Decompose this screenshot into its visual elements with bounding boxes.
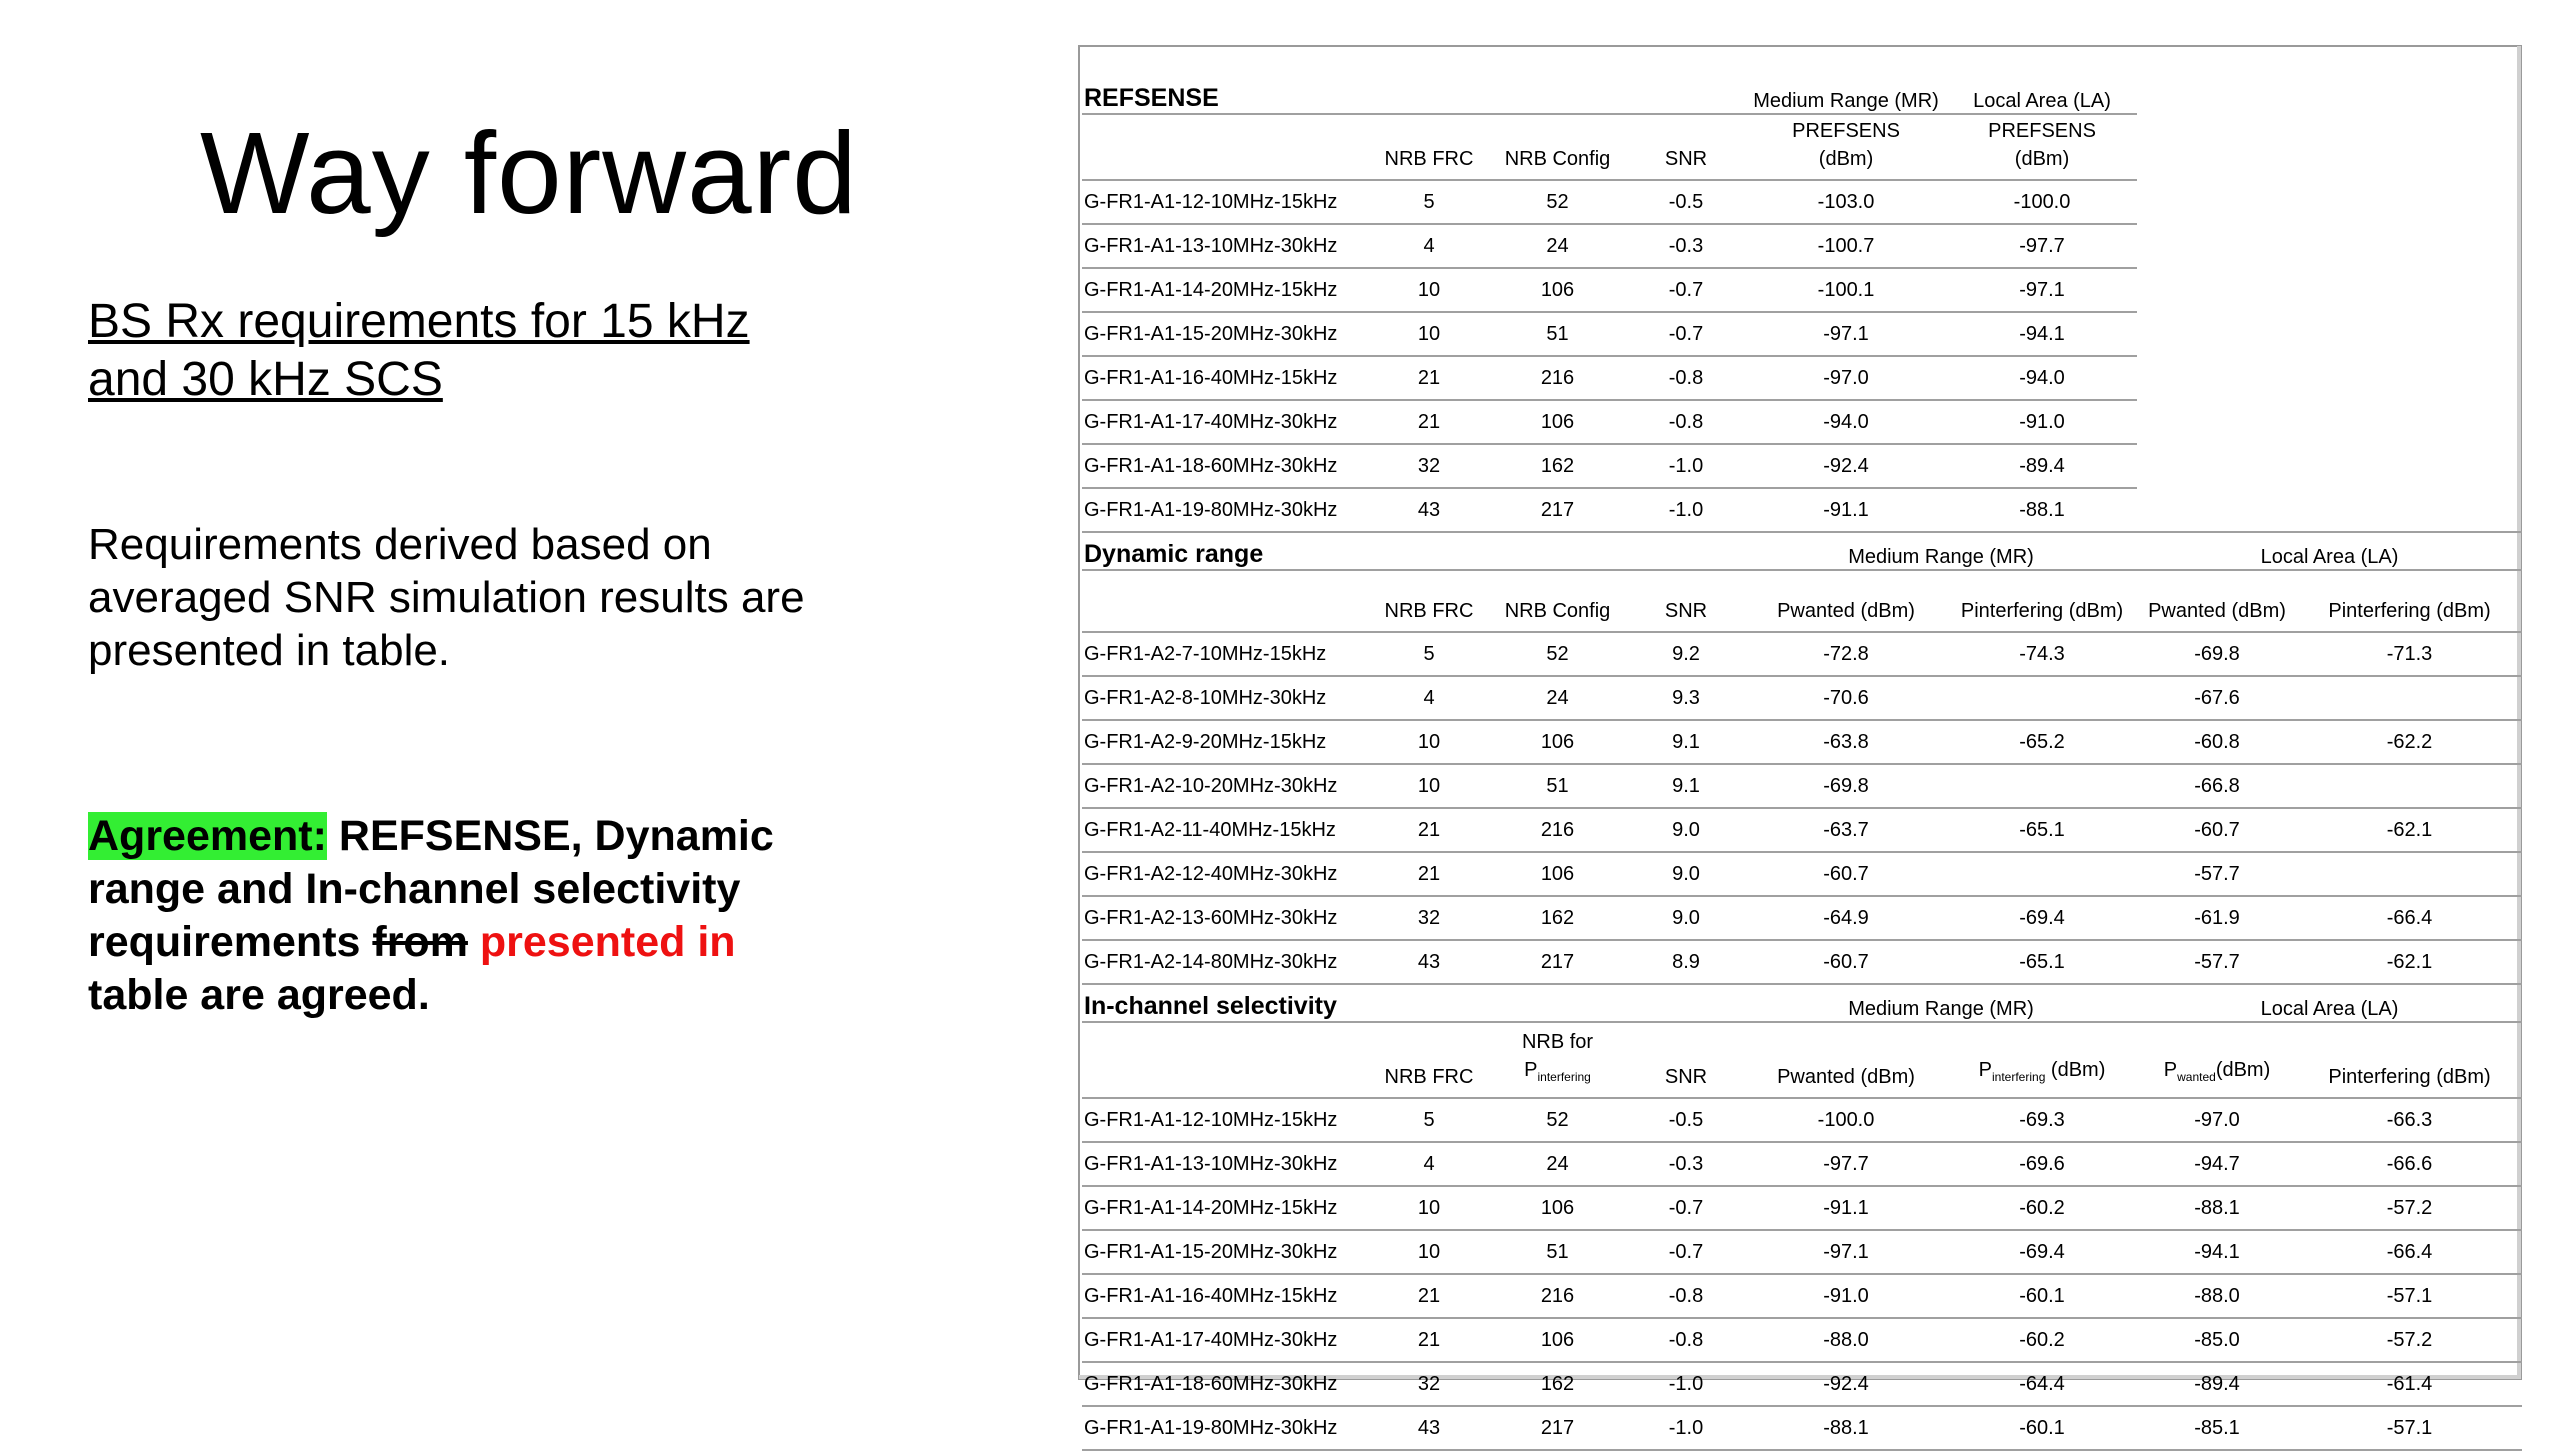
col-header: NRB Config — [1488, 114, 1627, 180]
table-value: 32 — [1370, 896, 1488, 940]
subtitle-line-1: BS Rx requirements for 15 kHz — [88, 295, 750, 348]
table-value: 24 — [1488, 676, 1627, 720]
table-value: -91.1 — [1745, 488, 1947, 532]
table-value: -1.0 — [1627, 1406, 1745, 1450]
table-value: -89.4 — [2137, 1362, 2297, 1406]
table-value: 52 — [1488, 1098, 1627, 1142]
table-value: -66.6 — [2297, 1142, 2522, 1186]
col-header: NRB FRC — [1370, 114, 1488, 180]
table-value: -65.1 — [1947, 808, 2137, 852]
table-value: 9.2 — [1627, 632, 1745, 676]
table-value: 216 — [1488, 808, 1627, 852]
table-value: -91.0 — [1947, 400, 2137, 444]
ics-data-row — [1082, 1362, 2522, 1406]
table-value: 52 — [1488, 180, 1627, 224]
dynamic-data-row — [1082, 896, 2522, 940]
table-value: 9.3 — [1627, 676, 1745, 720]
table-value: -57.1 — [2297, 1274, 2522, 1318]
table-value — [1947, 676, 2137, 720]
table-value: 10 — [1370, 1230, 1488, 1274]
table-value — [1947, 764, 2137, 808]
table-value: -66.8 — [2137, 764, 2297, 808]
header-line: (dBm) — [1818, 148, 1874, 170]
ics-header-row — [1082, 1022, 2522, 1098]
test-case-name: G-FR1-A1-12-10MHz-15kHz — [1082, 1098, 1370, 1142]
col-header: Pwanted (dBm) — [1745, 1022, 1947, 1098]
test-case-name: G-FR1-A1-14-20MHz-15kHz — [1082, 1186, 1370, 1230]
table-value: 51 — [1488, 312, 1627, 356]
ics-data-row — [1082, 1142, 2522, 1186]
table-value: -88.0 — [1745, 1318, 1947, 1362]
table-value — [1947, 852, 2137, 896]
table-value: 21 — [1370, 356, 1488, 400]
empty-cell — [2297, 224, 2522, 268]
table-value: -57.7 — [2137, 940, 2297, 984]
table-value: 10 — [1370, 312, 1488, 356]
test-case-name: G-FR1-A1-16-40MHz-15kHz — [1082, 1274, 1370, 1318]
test-case-name: G-FR1-A1-12-10MHz-15kHz — [1082, 180, 1370, 224]
table-value: -1.0 — [1627, 1362, 1745, 1406]
slide-subtitle — [88, 293, 788, 409]
table-value: -0.7 — [1627, 268, 1745, 312]
p-letter: P — [1978, 1059, 1992, 1081]
dynamic-data-row — [1082, 940, 2522, 984]
table-value: -91.0 — [1745, 1274, 1947, 1318]
table-value: -69.3 — [1947, 1098, 2137, 1142]
p-letter: P — [2163, 1059, 2178, 1081]
table-value: -65.2 — [1947, 720, 2137, 764]
table-value: -0.5 — [1627, 1098, 1745, 1142]
ics-data-row — [1082, 1318, 2522, 1362]
table-value: 9.1 — [1627, 764, 1745, 808]
table-value: -0.7 — [1627, 312, 1745, 356]
table-value: 162 — [1488, 1362, 1627, 1406]
empty-cell — [2137, 224, 2297, 268]
table-value: -92.4 — [1745, 444, 1947, 488]
refsense-data-row — [1082, 444, 2522, 488]
unit-label: (dBm) — [2215, 1059, 2271, 1081]
table-value: 106 — [1488, 852, 1627, 896]
table-value: -0.8 — [1627, 1318, 1745, 1362]
empty-cell — [2297, 180, 2522, 224]
empty-cell — [2137, 444, 2297, 488]
table-value: 21 — [1370, 852, 1488, 896]
test-case-name: G-FR1-A1-17-40MHz-30kHz — [1082, 400, 1370, 444]
col-header-la-prefsens — [1947, 114, 2137, 180]
header-line: NRB for — [1521, 1031, 1594, 1053]
subscript-interfering: interfering — [1992, 1070, 2046, 1084]
header-line: (dBm) — [2014, 148, 2070, 170]
table-value: -64.9 — [1745, 896, 1947, 940]
table-value: -97.1 — [1745, 1230, 1947, 1274]
ics-mr-group: Medium Range (MR) — [1745, 984, 2137, 1022]
table-value: -69.6 — [1947, 1142, 2137, 1186]
col-header: Pinterfering (dBm) — [2297, 570, 2522, 632]
table-value: -69.4 — [1947, 1230, 2137, 1274]
table-value: -60.8 — [2137, 720, 2297, 764]
dynamic-data-row — [1082, 676, 2522, 720]
table-value: -100.0 — [1745, 1098, 1947, 1142]
table-value: 5 — [1370, 1098, 1488, 1142]
col-header-mr-prefsens — [1745, 114, 1947, 180]
table-value — [2297, 676, 2522, 720]
col-header: Pinterfering (dBm) — [2297, 1022, 2522, 1098]
table-value: 9.0 — [1627, 896, 1745, 940]
empty-cell — [2137, 77, 2522, 114]
table-value: 10 — [1370, 764, 1488, 808]
col-header: SNR — [1627, 570, 1745, 632]
test-case-name: G-FR1-A1-19-80MHz-30kHz — [1082, 1406, 1370, 1450]
table-value: -100.1 — [1745, 268, 1947, 312]
table-value: -65.1 — [1947, 940, 2137, 984]
table-value: -69.8 — [1745, 764, 1947, 808]
body-text: Requirements derived based on averaged SNR simulation results are presented in table. — [88, 520, 805, 675]
table-value: -94.1 — [1947, 312, 2137, 356]
table-value: -97.0 — [2137, 1098, 2297, 1142]
table-value: 8.9 — [1627, 940, 1745, 984]
ics-title-row — [1082, 984, 2522, 1022]
table-value: -85.0 — [2137, 1318, 2297, 1362]
table-value: -88.1 — [1947, 488, 2137, 532]
table-value: 5 — [1370, 180, 1488, 224]
test-case-name: G-FR1-A1-18-60MHz-30kHz — [1082, 444, 1370, 488]
empty-cell — [2137, 488, 2297, 532]
subtitle-line-2: and 30 kHz SCS — [88, 353, 443, 406]
table-value: -66.4 — [2297, 896, 2522, 940]
dynamic-data-row — [1082, 632, 2522, 676]
test-case-name: G-FR1-A1-15-20MHz-30kHz — [1082, 312, 1370, 356]
table-value: -60.2 — [1947, 1186, 2137, 1230]
test-case-name: G-FR1-A2-9-20MHz-15kHz — [1082, 720, 1370, 764]
empty-cell — [2137, 268, 2297, 312]
table-value: -62.2 — [2297, 720, 2522, 764]
empty-cell — [1082, 1022, 1370, 1098]
col-header: SNR — [1627, 114, 1745, 180]
table-value: 9.1 — [1627, 720, 1745, 764]
col-header: NRB Config — [1488, 570, 1627, 632]
header-line: PREFSENS — [1988, 120, 2096, 142]
table-value: 21 — [1370, 808, 1488, 852]
table-value: -60.7 — [1745, 940, 1947, 984]
table-value: -88.0 — [2137, 1274, 2297, 1318]
table-value: -61.4 — [2297, 1362, 2522, 1406]
table-value: -0.5 — [1627, 180, 1745, 224]
table-value: -94.1 — [2137, 1230, 2297, 1274]
table-value: -0.3 — [1627, 1142, 1745, 1186]
table-value: -85.1 — [2137, 1406, 2297, 1450]
col-header: SNR — [1627, 1022, 1745, 1098]
table-value: 4 — [1370, 1142, 1488, 1186]
agreement-text — [88, 810, 788, 1022]
table-value: -97.1 — [1947, 268, 2137, 312]
col-header-nrb-for-pinterfering — [1488, 1022, 1627, 1098]
agreement-inserted-text: presented in — [467, 918, 736, 966]
table-value: 217 — [1488, 940, 1627, 984]
dynamic-title-row — [1082, 532, 2522, 570]
table-value: 9.0 — [1627, 808, 1745, 852]
table-value: -94.0 — [1745, 400, 1947, 444]
table-value: -97.1 — [1745, 312, 1947, 356]
table-value: -66.4 — [2297, 1230, 2522, 1274]
table-value: -57.7 — [2137, 852, 2297, 896]
empty-cell — [2297, 356, 2522, 400]
refsense-data-row — [1082, 400, 2522, 444]
refsense-data-row — [1082, 224, 2522, 268]
table-value: -69.8 — [2137, 632, 2297, 676]
dynamic-la-group: Local Area (LA) — [2137, 532, 2522, 570]
test-case-name: G-FR1-A2-11-40MHz-15kHz — [1082, 808, 1370, 852]
subscript-interfering: interfering — [1537, 1070, 1591, 1084]
test-case-name: G-FR1-A2-13-60MHz-30kHz — [1082, 896, 1370, 940]
col-header: Pwanted (dBm) — [1745, 570, 1947, 632]
dynamic-header-row — [1082, 570, 2522, 632]
col-header: Pinterfering (dBm) — [1947, 570, 2137, 632]
table-value: 24 — [1488, 1142, 1627, 1186]
test-case-name: G-FR1-A1-15-20MHz-30kHz — [1082, 1230, 1370, 1274]
test-case-name: G-FR1-A1-17-40MHz-30kHz — [1082, 1318, 1370, 1362]
table-value: -57.1 — [2297, 1406, 2522, 1450]
table-value: 4 — [1370, 676, 1488, 720]
refsense-data-row — [1082, 180, 2522, 224]
col-header: Pwanted (dBm) — [2137, 570, 2297, 632]
table-value: 216 — [1488, 356, 1627, 400]
requirements-table-frame — [1078, 45, 2522, 1439]
table-value: 162 — [1488, 444, 1627, 488]
header-line — [1488, 1056, 1627, 1091]
table-value: -72.8 — [1745, 632, 1947, 676]
table-value: 51 — [1488, 1230, 1627, 1274]
table-value: 106 — [1488, 720, 1627, 764]
subscript-wanted: wanted — [2177, 1070, 2216, 1084]
table-value: -57.2 — [2297, 1186, 2522, 1230]
table-value: -60.2 — [1947, 1318, 2137, 1362]
table-value: 43 — [1370, 488, 1488, 532]
table-value: 10 — [1370, 720, 1488, 764]
table-value: -97.0 — [1745, 356, 1947, 400]
ics-la-group: Local Area (LA) — [2137, 984, 2522, 1022]
table-value: -60.1 — [1947, 1274, 2137, 1318]
table-value: -97.7 — [1745, 1142, 1947, 1186]
refsense-la-group: Local Area (LA) — [1947, 77, 2137, 114]
table-value: 51 — [1488, 764, 1627, 808]
table-value: 106 — [1488, 1318, 1627, 1362]
agreement-text-1: REFSENSE, Dynamic range and In-channel selectivity requirements — [88, 812, 774, 966]
test-case-name: G-FR1-A2-10-20MHz-30kHz — [1082, 764, 1370, 808]
table-value: -0.8 — [1627, 356, 1745, 400]
table-value: -62.1 — [2297, 940, 2522, 984]
empty-cell — [2137, 312, 2297, 356]
refsense-data-row — [1082, 488, 2522, 532]
table-value: 162 — [1488, 896, 1627, 940]
empty-cell — [2137, 356, 2297, 400]
refsense-data-row — [1082, 268, 2522, 312]
ics-data-row — [1082, 1098, 2522, 1142]
table-value: -88.1 — [1745, 1406, 1947, 1450]
agreement-label: Agreement: — [88, 812, 327, 860]
empty-cell — [2297, 444, 2522, 488]
empty-cell — [2297, 400, 2522, 444]
refsense-title-row — [1082, 77, 2522, 114]
table-value: 106 — [1488, 268, 1627, 312]
table-value: 43 — [1370, 940, 1488, 984]
test-case-name: G-FR1-A2-12-40MHz-30kHz — [1082, 852, 1370, 896]
table-value: -66.3 — [2297, 1098, 2522, 1142]
table-value: -70.6 — [1745, 676, 1947, 720]
table-value: -60.7 — [1745, 852, 1947, 896]
table-value: -60.1 — [1947, 1406, 2137, 1450]
table-value: -63.8 — [1745, 720, 1947, 764]
table-value: 9.0 — [1627, 852, 1745, 896]
table-value: -64.4 — [1947, 1362, 2137, 1406]
test-case-name: G-FR1-A1-16-40MHz-15kHz — [1082, 356, 1370, 400]
col-header-p-wanted — [2137, 1022, 2297, 1098]
table-value: 52 — [1488, 632, 1627, 676]
table-value: -100.0 — [1947, 180, 2137, 224]
refsense-header-row — [1082, 114, 2522, 180]
empty-cell — [2297, 312, 2522, 356]
refsense-data-row — [1082, 312, 2522, 356]
table-value: -0.8 — [1627, 1274, 1745, 1318]
table-value: -69.4 — [1947, 896, 2137, 940]
refsense-title: REFSENSE — [1082, 77, 1745, 114]
test-case-name: G-FR1-A1-18-60MHz-30kHz — [1082, 1362, 1370, 1406]
empty-cell — [2137, 114, 2522, 180]
in-channel-selectivity-title: In-channel selectivity — [1082, 984, 1745, 1022]
table-value: -0.3 — [1627, 224, 1745, 268]
table-value — [2297, 852, 2522, 896]
table-value — [2297, 764, 2522, 808]
table-value: -60.7 — [2137, 808, 2297, 852]
empty-cell — [2297, 488, 2522, 532]
table-value: 24 — [1488, 224, 1627, 268]
table-value: -74.3 — [1947, 632, 2137, 676]
table-value: 32 — [1370, 444, 1488, 488]
refsense-data-row — [1082, 356, 2522, 400]
col-header: NRB FRC — [1370, 1022, 1488, 1098]
test-case-name: G-FR1-A2-14-80MHz-30kHz — [1082, 940, 1370, 984]
table-value: -88.1 — [2137, 1186, 2297, 1230]
table-value: 21 — [1370, 1318, 1488, 1362]
table-value: 32 — [1370, 1362, 1488, 1406]
table-value: -71.3 — [2297, 632, 2522, 676]
ics-data-row — [1082, 1230, 2522, 1274]
table-value: -97.7 — [1947, 224, 2137, 268]
table-value: 10 — [1370, 268, 1488, 312]
empty-cell — [2137, 180, 2297, 224]
test-case-name: G-FR1-A1-19-80MHz-30kHz — [1082, 488, 1370, 532]
table-value: -67.6 — [2137, 676, 2297, 720]
table-value: -103.0 — [1745, 180, 1947, 224]
table-value: -62.1 — [2297, 808, 2522, 852]
table-value: -94.0 — [1947, 356, 2137, 400]
table-value: -100.7 — [1745, 224, 1947, 268]
table-value: 21 — [1370, 1274, 1488, 1318]
ics-data-row — [1082, 1274, 2522, 1318]
empty-cell — [2297, 268, 2522, 312]
table-value: 106 — [1488, 400, 1627, 444]
p-letter: P — [1524, 1059, 1538, 1081]
ics-data-row — [1082, 1406, 2522, 1450]
table-value: -1.0 — [1627, 444, 1745, 488]
table-value: -92.4 — [1745, 1362, 1947, 1406]
dynamic-data-row — [1082, 808, 2522, 852]
dynamic-range-title: Dynamic range — [1082, 532, 1745, 570]
requirements-table — [1082, 77, 2522, 1451]
refsense-mr-group: Medium Range (MR) — [1745, 77, 1947, 114]
test-case-name: G-FR1-A1-13-10MHz-30kHz — [1082, 1142, 1370, 1186]
table-value: 21 — [1370, 400, 1488, 444]
table-value: 106 — [1488, 1186, 1627, 1230]
table-value: -94.7 — [2137, 1142, 2297, 1186]
table-value: 43 — [1370, 1406, 1488, 1450]
test-case-name: G-FR1-A1-14-20MHz-15kHz — [1082, 268, 1370, 312]
agreement-text-2: table are agreed. — [88, 971, 430, 1019]
table-value: 5 — [1370, 632, 1488, 676]
table-value: -1.0 — [1627, 488, 1745, 532]
test-case-name: G-FR1-A2-8-10MHz-30kHz — [1082, 676, 1370, 720]
table-value: 217 — [1488, 1406, 1627, 1450]
table-value: -0.8 — [1627, 400, 1745, 444]
agreement-struck-word: from — [372, 918, 468, 966]
dynamic-data-row — [1082, 720, 2522, 764]
table-value: -61.9 — [2137, 896, 2297, 940]
table-value: -57.2 — [2297, 1318, 2522, 1362]
table-value: 10 — [1370, 1186, 1488, 1230]
table-value: 216 — [1488, 1274, 1627, 1318]
table-value: 4 — [1370, 224, 1488, 268]
test-case-name: G-FR1-A2-7-10MHz-15kHz — [1082, 632, 1370, 676]
ics-data-row — [1082, 1186, 2522, 1230]
test-case-name: G-FR1-A1-13-10MHz-30kHz — [1082, 224, 1370, 268]
slide-title: Way forward — [200, 108, 858, 238]
dynamic-mr-group: Medium Range (MR) — [1745, 532, 2137, 570]
table-value: -89.4 — [1947, 444, 2137, 488]
unit-label: (dBm) — [2045, 1059, 2106, 1081]
table-value: -0.7 — [1627, 1186, 1745, 1230]
dynamic-data-row — [1082, 852, 2522, 896]
empty-cell — [1082, 114, 1370, 180]
table-value: 217 — [1488, 488, 1627, 532]
header-line: PREFSENS — [1792, 120, 1900, 142]
empty-cell — [2137, 400, 2297, 444]
col-header-p-interfering — [1947, 1022, 2137, 1098]
table-value: -63.7 — [1745, 808, 1947, 852]
table-value: -91.1 — [1745, 1186, 1947, 1230]
table-value: -0.7 — [1627, 1230, 1745, 1274]
dynamic-data-row — [1082, 764, 2522, 808]
empty-cell — [1082, 570, 1370, 632]
col-header: NRB FRC — [1370, 570, 1488, 632]
